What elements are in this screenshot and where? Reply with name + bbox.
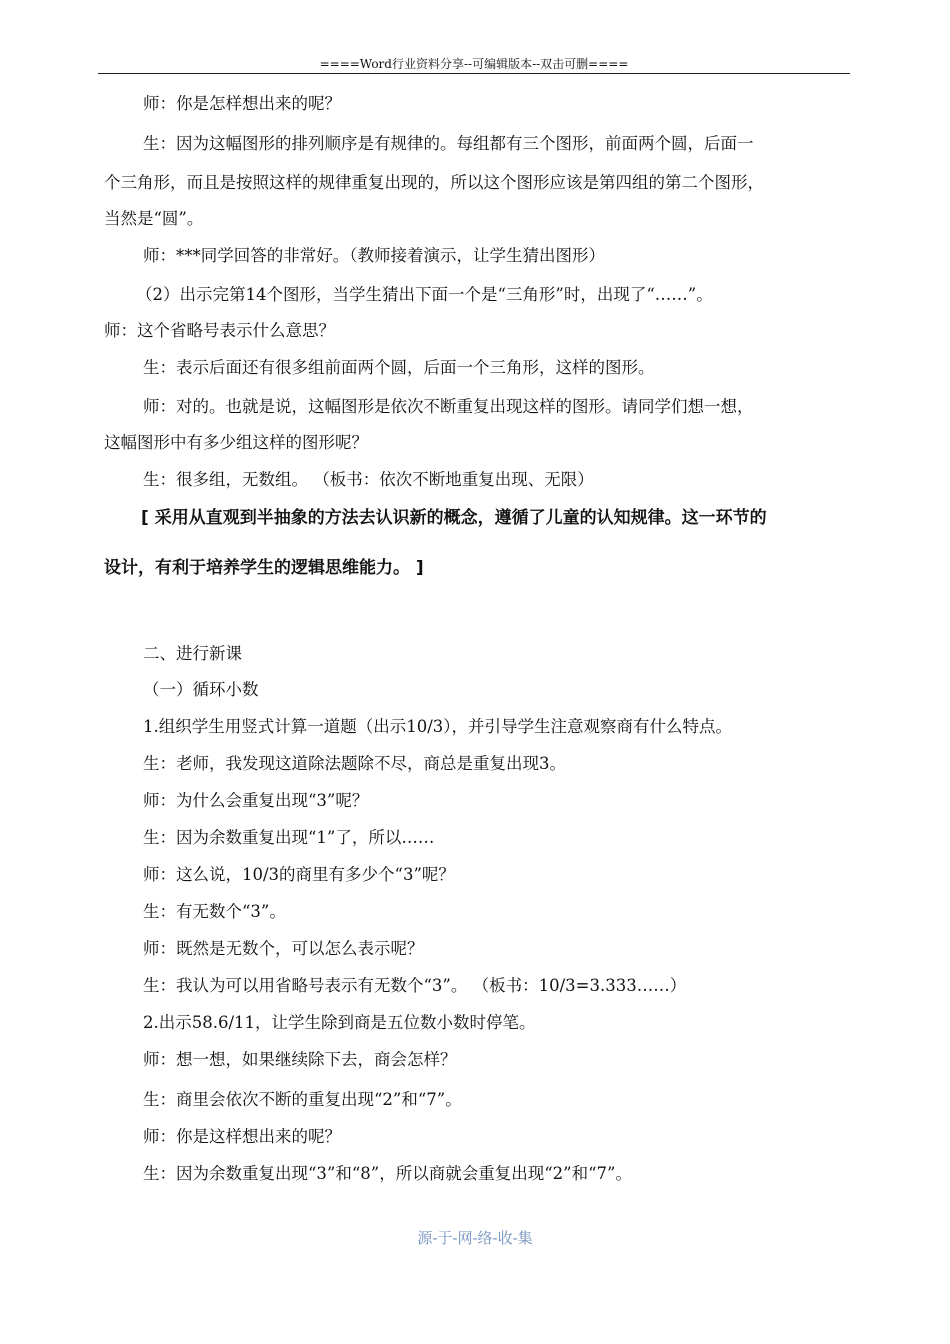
paragraph-line: 生：商里会依次不断的重复出现“2”和“7”。 — [143, 1090, 462, 1109]
paragraph-line: 生：有无数个“3”。 — [143, 902, 286, 921]
paragraph-line: 师：这个省略号表示什么意思？ — [104, 321, 335, 340]
paragraph-line: （2）出示完第14个图形，当学生猜出下面一个是“三角形”时，出现了“……”。 — [136, 285, 713, 304]
paragraph-line: 生：我认为可以用省略号表示有无数个“3”。 （板书：10/3=3.333……） — [143, 976, 687, 995]
paragraph-line: 师：你是怎样想出来的呢？ — [143, 94, 341, 113]
paragraph-line: 师：既然是无数个，可以怎么表示呢？ — [143, 939, 424, 958]
paragraph-line: 个三角形，而且是按照这样的规律重复出现的，所以这个图形应该是第四组的第二个图形， — [104, 173, 764, 192]
paragraph-line: 生：因为余数重复出现“1”了，所以…… — [143, 828, 435, 847]
paragraph-line: 师：想一想，如果继续除下去，商会怎样？ — [143, 1050, 457, 1069]
paragraph-line: 生：老师，我发现这道除法题除不尽，商总是重复出现3。 — [143, 754, 566, 773]
paragraph-line: 这幅图形中有多少组这样的图形呢？ — [104, 433, 368, 452]
section-heading: 二、进行新课 — [143, 644, 242, 663]
commentary-note-line: 设计，有利于培养学生的逻辑思维能力。 ] — [104, 558, 424, 578]
commentary-note-line: [ 采用从直观到半抽象的方法去认识新的概念，遵循了儿童的认知规律。这一环节的 — [141, 508, 767, 528]
paragraph-line: 生：表示后面还有很多组前面两个圆，后面一个三角形，这样的图形。 — [143, 358, 655, 377]
paragraph-line: 生：很多组，无数组。 （板书：依次不断地重复出现、无限） — [143, 470, 594, 489]
paragraph-line: 师：***同学回答的非常好。（教师接着演示，让学生猜出图形） — [143, 246, 605, 265]
paragraph-line: 生：因为余数重复出现“3”和“8”，所以商就会重复出现“2”和“7”。 — [143, 1164, 632, 1183]
page-footer: 源-于-网-络-收-集 — [417, 1229, 533, 1247]
paragraph-line: 师：这么说，10/3的商里有多少个“3”呢？ — [143, 865, 455, 884]
paragraph-line: 2.出示58.6/11，让学生除到商是五位数小数时停笔。 — [143, 1013, 536, 1032]
paragraph-line: 师：对的。也就是说，这幅图形是依次不断重复出现这样的图形。请同学们想一想， — [143, 397, 754, 416]
paragraph-line: 师：为什么会重复出现“3”呢？ — [143, 791, 369, 810]
paragraph-line: 师：你是这样想出来的呢？ — [143, 1127, 341, 1146]
subsection-heading: （一）循环小数 — [143, 680, 259, 699]
page-header: ====Word行业资料分享--可编辑版本--双击可删==== — [98, 57, 850, 74]
paragraph-line: 1.组织学生用竖式计算一道题（出示10/3），并引导学生注意观察商有什么特点。 — [143, 717, 733, 736]
paragraph-line: 当然是“圆”。 — [104, 209, 204, 228]
paragraph-line: 生：因为这幅图形的排列顺序是有规律的。每组都有三个图形，前面两个圆，后面一 — [143, 134, 754, 153]
